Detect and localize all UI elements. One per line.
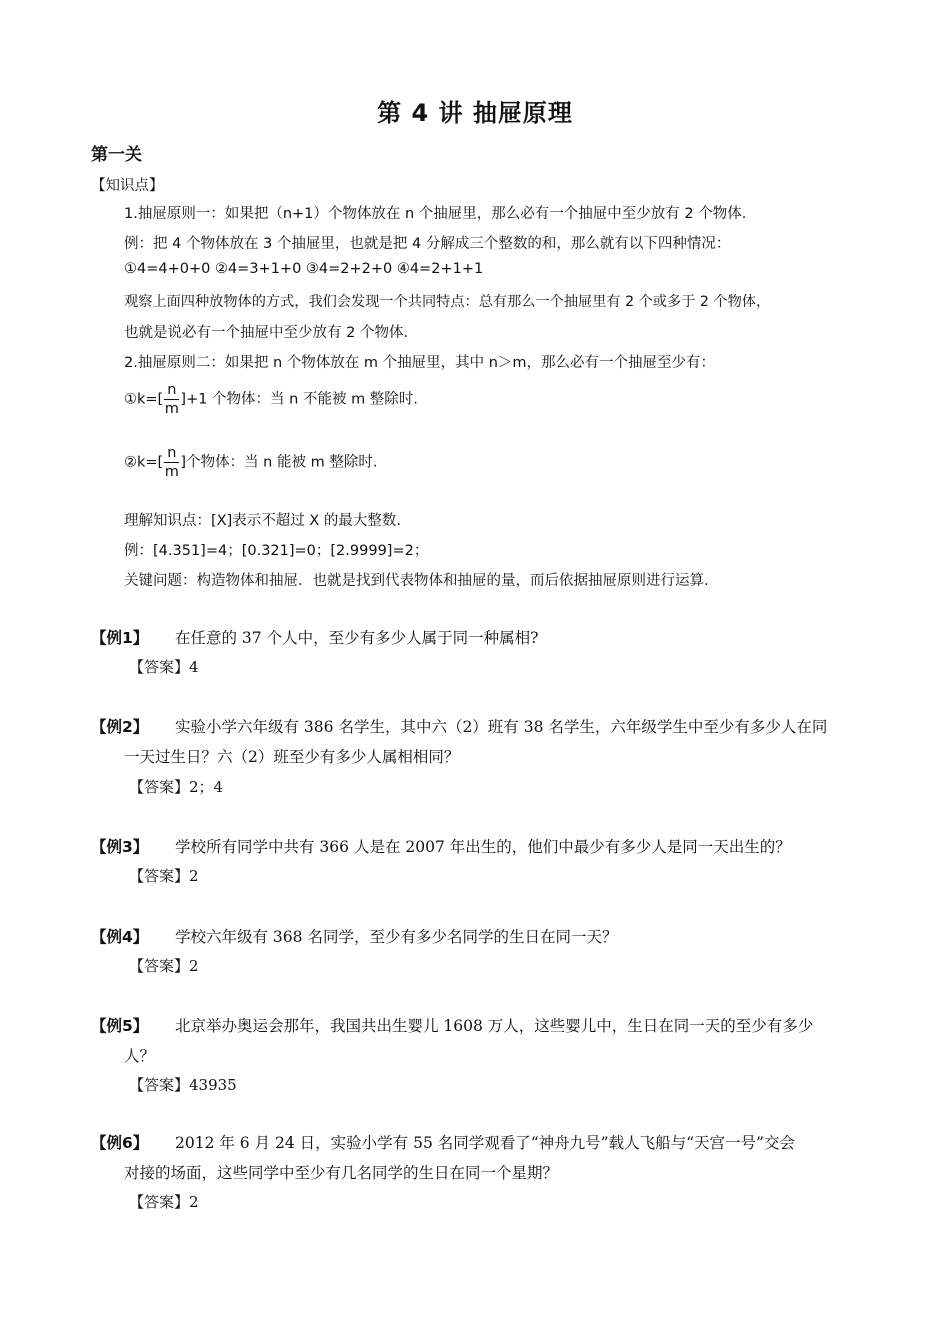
- example-question-cont: 对接的场面，这些同学中至少有几名同学的生日在同一个星期？: [124, 1164, 559, 1182]
- formula-one: [124, 381, 418, 418]
- example-question: 学校六年级有 368 名同学，至少有多少名同学的生日在同一天？: [175, 928, 618, 946]
- observe-line-2: 也就是说必有一个抽屉中至少放有 2 个物体.: [124, 325, 409, 341]
- fraction-denominator: m: [164, 464, 179, 480]
- example-question-cont: 人？: [124, 1047, 156, 1065]
- key-issue: 关键问题：构造物体和抽屉．也就是找到代表物体和抽屉的量，而后依据抽屉原则进行运算.: [124, 573, 709, 589]
- formula-one-prefix: ①k=[: [124, 391, 164, 408]
- example-answer: 【答案】4: [129, 658, 199, 676]
- fraction-numerator: n: [164, 381, 179, 400]
- example-question: 学校所有同学中共有 366 人是在 2007 年出生的，他们中最少有多少人是同一天出生的？: [175, 838, 791, 856]
- knowledge-label: 【知识点】: [91, 178, 164, 194]
- formula-one-suffix: ]+1 个物体：当 n 不能被 m 整除时.: [180, 391, 418, 408]
- observe-line-1: 观察上面四种放物体的方式，我们会发现一个共同特点：总有那么一个抽屉里有 2 个或多于 2 个物体，: [124, 294, 771, 310]
- floor-example: 例：[4.351]=4；[0.321]=0；[2.9999]=2；: [124, 543, 429, 559]
- formula-two-suffix: ]个物体：当 n 能被 m 整除时.: [180, 454, 378, 471]
- section-heading: 第一关: [91, 145, 142, 165]
- example-question: 实验小学六年级有 386 名学生，其中六（2）班有 38 名学生，六年级学生中至少有多少人在同: [175, 718, 828, 736]
- understand-line: 理解知识点：[X]表示不超过 X 的最大整数.: [124, 513, 402, 529]
- example-label: 【例4】: [91, 928, 149, 946]
- example-answer: 【答案】2；4: [129, 778, 224, 796]
- example-answer: 【答案】2: [129, 1193, 199, 1211]
- cases-line: ①4=4+0+0 ②4=3+1+0 ③4=2+2+0 ④4=2+1+1: [124, 261, 484, 277]
- example-question-cont: 一天过生日？六（2）班至少有多少人属相相同？: [124, 748, 460, 766]
- formula-two: [124, 444, 377, 481]
- example-question: 2012 年 6 月 24 日，实验小学有 55 名同学观看了“神舟九号”载人飞船与“天宫一号”交会: [175, 1134, 795, 1152]
- fraction-n-over-m: [164, 381, 179, 418]
- formula-two-prefix: ②k=[: [124, 454, 164, 471]
- example-label: 【例3】: [91, 838, 149, 856]
- example-answer: 【答案】2: [129, 957, 199, 975]
- example-question: 在任意的 37 个人中，至少有多少人属于同一种属相?: [175, 629, 539, 647]
- example-intro: 例：把 4 个物体放在 3 个抽屉里，也就是把 4 分解成三个整数的和，那么就有以下四种情况：: [124, 236, 731, 252]
- page-title: 第 4 讲 抽屉原理: [377, 99, 573, 127]
- example-label: 【例1】: [91, 629, 149, 647]
- example-label: 【例6】: [91, 1134, 149, 1152]
- example-answer: 【答案】43935: [129, 1076, 237, 1094]
- example-question: 北京举办奥运会那年，我国共出生婴儿 1608 万人，这些婴儿中，生日在同一天的至少有多少: [175, 1017, 814, 1035]
- principle-one: 1.抽屉原则一：如果把（n+1）个物体放在 n 个抽屉里，那么必有一个抽屉中至少放有 2 个物体.: [124, 206, 747, 222]
- example-answer: 【答案】2: [129, 867, 199, 885]
- fraction-numerator: n: [164, 444, 179, 463]
- principle-two: 2.抽屉原则二：如果把 n 个物体放在 m 个抽屉里，其中 n＞m，那么必有一个抽屉至少有：: [124, 355, 716, 371]
- fraction-n-over-m: [164, 444, 179, 481]
- example-label: 【例2】: [91, 718, 149, 736]
- fraction-denominator: m: [164, 401, 179, 417]
- example-label: 【例5】: [91, 1017, 149, 1035]
